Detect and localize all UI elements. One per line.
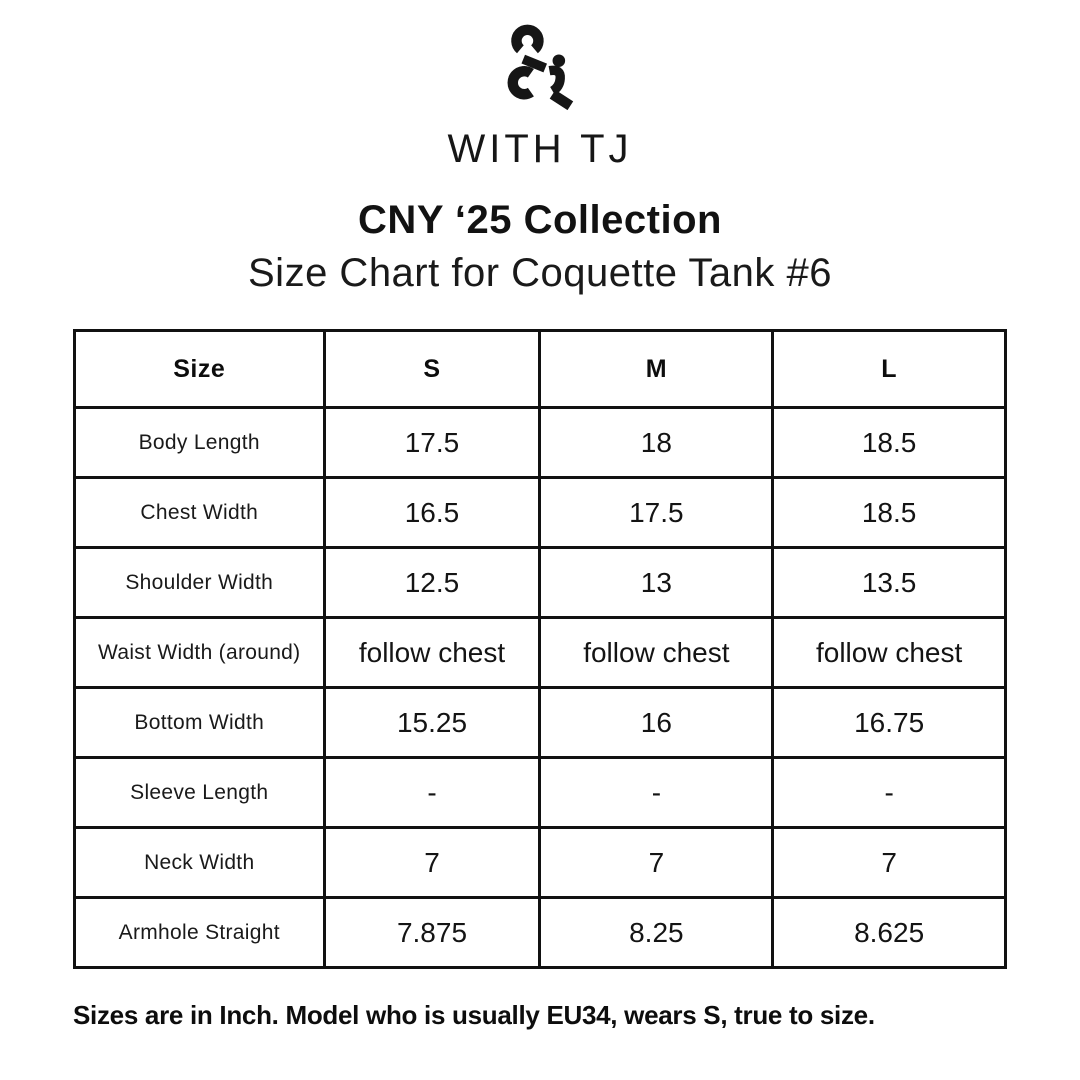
size-value-s: follow chest: [324, 618, 540, 688]
size-value-s: 15.25: [324, 688, 540, 758]
size-value-s: 17.5: [324, 408, 540, 478]
size-value-l: 16.75: [773, 688, 1006, 758]
table-row-armhole-straight: [75, 898, 1006, 968]
size-value-l: -: [773, 758, 1006, 828]
column-header-m: M: [540, 331, 773, 408]
measurement-label: Sleeve Length: [75, 758, 325, 828]
table-row-shoulder-width: [75, 548, 1006, 618]
table-row-chest-width: [75, 478, 1006, 548]
column-header-size: Size: [75, 331, 325, 408]
brand-name: WITH TJ: [447, 127, 633, 171]
size-value-m: 17.5: [540, 478, 773, 548]
table-row-bottom-width: [75, 688, 1006, 758]
measurement-label: Bottom Width: [75, 688, 325, 758]
size-value-s: 7.875: [324, 898, 540, 968]
measurement-label: Body Length: [75, 408, 325, 478]
size-value-l: 18.5: [773, 478, 1006, 548]
column-header-s: S: [324, 331, 540, 408]
size-value-m: 13: [540, 548, 773, 618]
table-row-waist-width: [75, 618, 1006, 688]
sizing-note: Sizes are in Inch. Model who is usually EU34, wears S, true to size.: [73, 1000, 875, 1030]
size-value-s: -: [324, 758, 540, 828]
size-value-l: follow chest: [773, 618, 1006, 688]
size-value-l: 8.625: [773, 898, 1006, 968]
brand-logo: [0, 0, 1080, 117]
size-value-s: 7: [324, 828, 540, 898]
table-row-sleeve-length: [75, 758, 1006, 828]
measurement-label: Shoulder Width: [75, 548, 325, 618]
table-row-body-length: [75, 408, 1006, 478]
size-value-m: 18: [540, 408, 773, 478]
table-row-neck-width: [75, 828, 1006, 898]
chart-subtitle: Size Chart for Coquette Tank #6: [248, 251, 832, 295]
size-value-s: 12.5: [324, 548, 540, 618]
measurement-label: Chest Width: [75, 478, 325, 548]
table-header-row: [75, 331, 1006, 408]
size-value-m: 7: [540, 828, 773, 898]
collection-title: CNY ‘25 Collection: [358, 198, 722, 242]
measurement-label: Neck Width: [75, 828, 325, 898]
size-value-m: 8.25: [540, 898, 773, 968]
measurement-label: Armhole Straight: [75, 898, 325, 968]
size-value-m: -: [540, 758, 773, 828]
size-value-l: 13.5: [773, 548, 1006, 618]
column-header-l: L: [773, 331, 1006, 408]
size-value-l: 18.5: [773, 408, 1006, 478]
size-value-m: follow chest: [540, 618, 773, 688]
ampersand-tj-monogram-icon: [502, 22, 578, 112]
size-value-m: 16: [540, 688, 773, 758]
size-value-l: 7: [773, 828, 1006, 898]
size-chart-table: [73, 329, 1007, 969]
measurement-label: Waist Width (around): [75, 618, 325, 688]
size-value-s: 16.5: [324, 478, 540, 548]
